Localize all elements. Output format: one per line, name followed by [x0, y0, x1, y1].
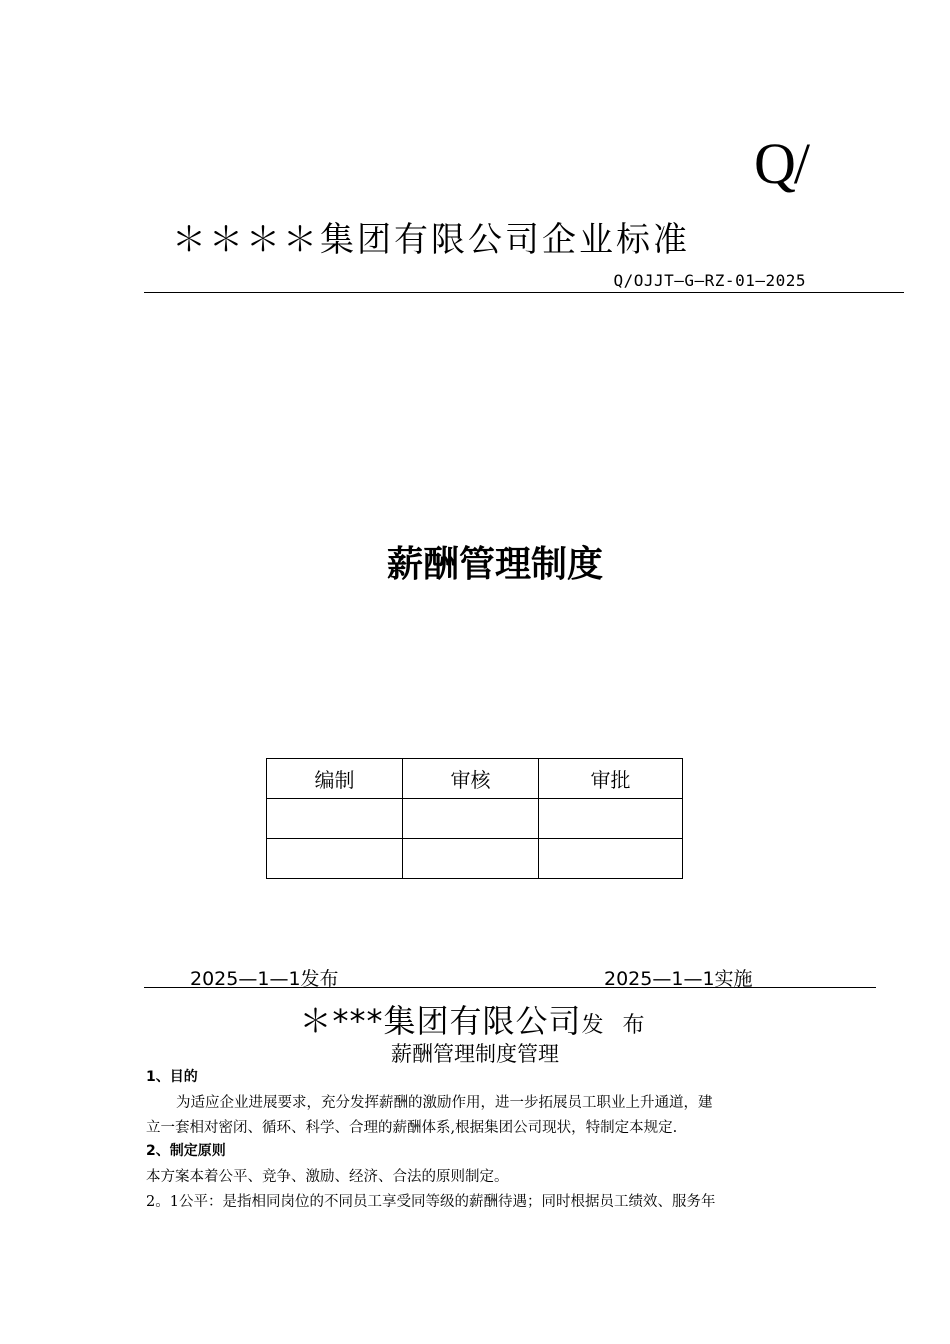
table-cell	[539, 839, 683, 879]
paragraph-line: 立一套相对密闭、循环、科学、合理的薪酬体系,根据集团公司现状，特制定本规定.	[146, 1120, 678, 1136]
publish-date: 2025—1—1发布	[190, 968, 339, 990]
publisher-action: 发 布	[581, 1013, 651, 1038]
paragraph-line: 为适应企业进展要求，充分发挥薪酬的激励作用，进一步拓展员工职业上升通道，建	[176, 1095, 713, 1111]
standard-q-mark: Q/	[754, 131, 808, 196]
table-row	[267, 839, 683, 879]
approval-table	[266, 758, 683, 879]
header-divider	[144, 292, 904, 293]
table-cell	[267, 799, 403, 839]
publisher-line	[0, 996, 950, 1042]
effective-date: 2025—1—1实施	[604, 968, 753, 990]
table-cell	[539, 799, 683, 839]
header-cell-review: 审核	[403, 759, 539, 799]
table-row	[267, 799, 683, 839]
section-heading-purpose: 1、目的	[146, 1069, 198, 1085]
header-cell-approve: 审批	[539, 759, 683, 799]
paragraph-line: 2。1公平：是指相同岗位的不同员工享受同等级的薪酬待遇；同时根据员工绩效、服务年	[146, 1194, 716, 1210]
table-cell	[403, 839, 539, 879]
section-heading-principles: 2、制定原则	[146, 1143, 226, 1159]
approval-table-header-row	[267, 759, 683, 799]
header-cell-compile: 编制	[267, 759, 403, 799]
footer-divider	[144, 987, 876, 988]
table-cell	[267, 839, 403, 879]
table-cell	[403, 799, 539, 839]
publisher-company: ＊***集团有限公司	[299, 1002, 582, 1040]
paragraph-line: 本方案本着公平、竞争、激励、经济、合法的原则制定。	[146, 1169, 509, 1185]
standard-number: Q/OJJT—G—RZ-01—2025	[613, 271, 806, 290]
document-title: 薪酬管理制度	[386, 544, 603, 585]
company-standard-heading: ＊＊＊＊集团有限公司企业标准	[172, 220, 690, 260]
body-subtitle: 薪酬管理制度管理	[391, 1042, 559, 1066]
